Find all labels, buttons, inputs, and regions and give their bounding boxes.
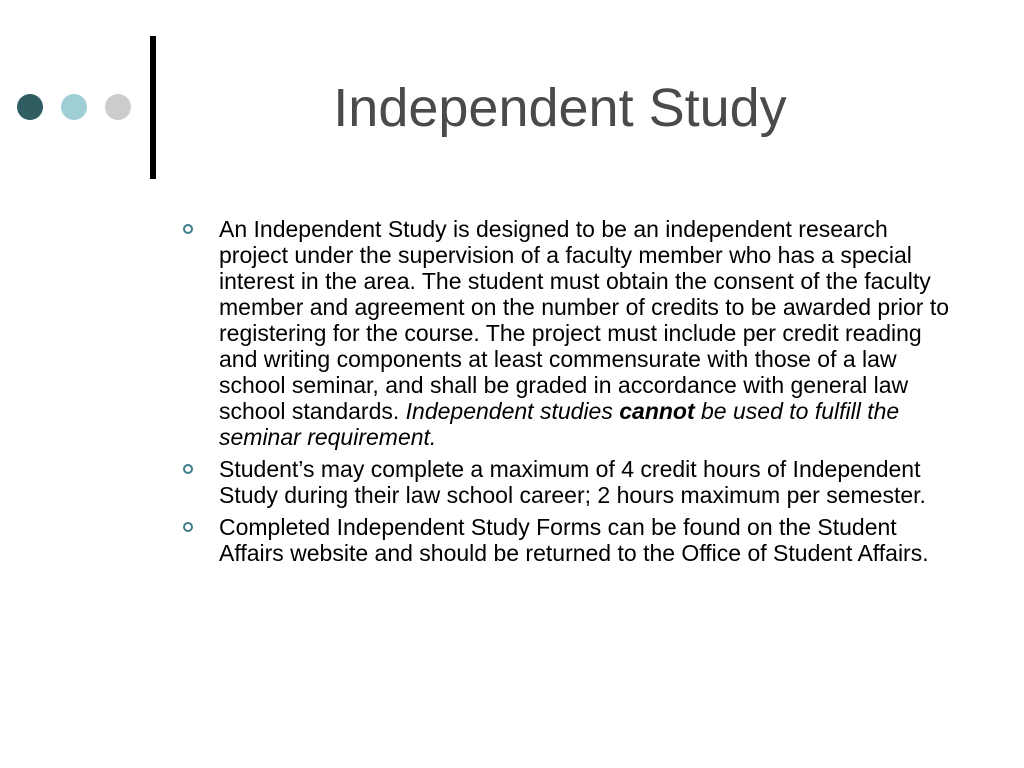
- bullet-ring-icon: [183, 522, 193, 532]
- bullet-1-bold-italic: cannot: [619, 398, 695, 424]
- dot-gray-icon: [105, 94, 131, 120]
- bullet-1-text: An Independent Study is designed to be an independent research project under the supervision of a faculty member who has a special interest in the area. The student must obtain the consent of the faculty member and agreement on the number of credits to be awarded prior to registering for the course. The project must include per credit reading and writing components at least commensurate with those of a law school seminar, and shall be graded in accordance with general law school standards.: [219, 216, 950, 424]
- bullet-ring-icon: [183, 464, 193, 474]
- decorative-dots: [17, 94, 149, 120]
- title-divider: [150, 36, 156, 179]
- bullet-2-text: Student’s may complete a maximum of 4 credit hours of Independent Study during their law school career; 2 hours maximum per semester.: [219, 456, 926, 508]
- bullet-item-1: [181, 216, 961, 450]
- bullet-item-2: [181, 456, 961, 508]
- bullet-ring-icon: [183, 224, 193, 234]
- bullet-list: [181, 216, 961, 572]
- slide-title: Independent Study: [333, 78, 787, 138]
- dot-dark-teal-icon: [17, 94, 43, 120]
- bullet-3-text: Completed Independent Study Forms can be found on the Student Affairs website and should be returned to the Office of Student Affairs.: [219, 514, 929, 566]
- bullet-1-italic-tail: be used to fulfill the seminar requirement.: [219, 398, 900, 450]
- bullet-1-italic-lead: Independent studies: [405, 398, 620, 424]
- dot-light-teal-icon: [61, 94, 87, 120]
- bullet-item-3: [181, 514, 961, 566]
